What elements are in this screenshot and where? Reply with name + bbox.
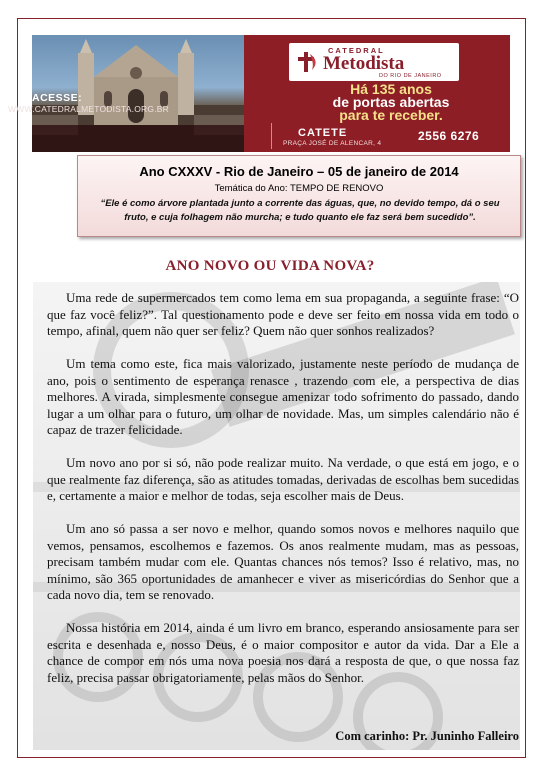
bulletin-header bbox=[77, 155, 521, 237]
catedral-metodista-logo bbox=[289, 43, 459, 81]
paragraph-3: Um novo ano por si só, não pode realizar muito. Na verdade, o que está em jogo, e o que realmente faz diferença, são as atitudes tomadas, derivadas de escolhas bem sucedidas e, certamente a maior e melhor de todas, seja escolher mais de Deus. bbox=[47, 455, 519, 503]
acesse-label: ACESSE: bbox=[32, 92, 83, 104]
paragraph-5: Nossa história em 2014, ainda é um livro em branco, esperando ansiosamente para ser escrita e desenhada e, nosso Deus, é o maior compositor e autor da vida. Dar a Ele a chance de compor em nós uma nova poesia nos dará a resposta de que, o que nossa faz feliz, precisa passar obrigatoriamente, pelas mãos do Senhor. bbox=[47, 620, 519, 685]
slogan bbox=[276, 83, 506, 122]
logo-subtitle: DO RIO DE JANEIRO bbox=[379, 73, 442, 79]
catete-address: PRAÇA JOSÉ DE ALENCAR, 4 bbox=[283, 140, 382, 147]
logo-top-text: CATEDRAL bbox=[328, 46, 385, 55]
year-theme: Temática do Ano: TEMPO DE RENOVO bbox=[214, 183, 384, 194]
cross-flame-icon bbox=[294, 50, 320, 74]
acesse-strip bbox=[32, 125, 244, 152]
slogan-line-1: Há 135 anos bbox=[350, 81, 432, 97]
article-body bbox=[47, 290, 519, 703]
banner-divider bbox=[271, 123, 272, 149]
paragraph-1: Uma rede de supermercados tem como lema em sua propaganda, a seguinte frase: “O que faz você feliz?”. Tal questionamento pode e deve ser feito em nossa vida em todo o tempo, afinal, quem não quer ser feliz? Quem não quer sonhos realizados? bbox=[47, 290, 519, 338]
paragraph-2: Um tema como este, fica mais valorizado, justamente neste período de mudança de ano, pois o sentimento de esperança renasce , trazendo com ele, a perspectiva de dias melhores. A virada, simplesmente consegue amenizar todo sofrimento do passado, dando lugar a um olhar para o futuro, um olhar de novidade. Mas, um simples calendário não é capaz de trazer felicidade. bbox=[47, 356, 519, 437]
signature: Com carinho: Pr. Juninho Falleiro bbox=[335, 729, 519, 743]
catete-label: CATETE bbox=[298, 127, 348, 139]
logo-name: Metodista bbox=[323, 53, 405, 74]
bulletin-title: Ano CXXXV - Rio de Janeiro – 05 de janeiro de 2014 bbox=[139, 164, 459, 179]
article-title: ANO NOVO OU VIDA NOVA? bbox=[165, 258, 375, 274]
website-url[interactable]: WWW.CATEDRALMETODISTA.ORG.BR bbox=[8, 104, 169, 114]
paragraph-4: Um ano só passa a ser novo e melhor, quando somos novos e melhores naquilo que vemos, pensamos, escolhemos e fazemos. Os anos realmente mudam, mas as pessoas, precisam também mudar com ele. Quantas chances nós temos? Isso é relativo, mas, no mínimo, são 365 oportunidades de amanhecer e viver as misericórdias do Senhor que a cada novo dia, tem se renovado. bbox=[47, 521, 519, 602]
phone-number: 2556 6276 bbox=[418, 129, 480, 143]
scripture-quote: “Ele é como árvore plantada junto a corrente das águas, que, no devido tempo, dá o seu fruto, e cuja folhagem não murcha; e tudo quanto ele faz será bem sucedido”. bbox=[100, 198, 500, 223]
slogan-line-3: para te receber. bbox=[339, 107, 443, 123]
slogan-line-2: de portas abertas bbox=[332, 94, 450, 110]
